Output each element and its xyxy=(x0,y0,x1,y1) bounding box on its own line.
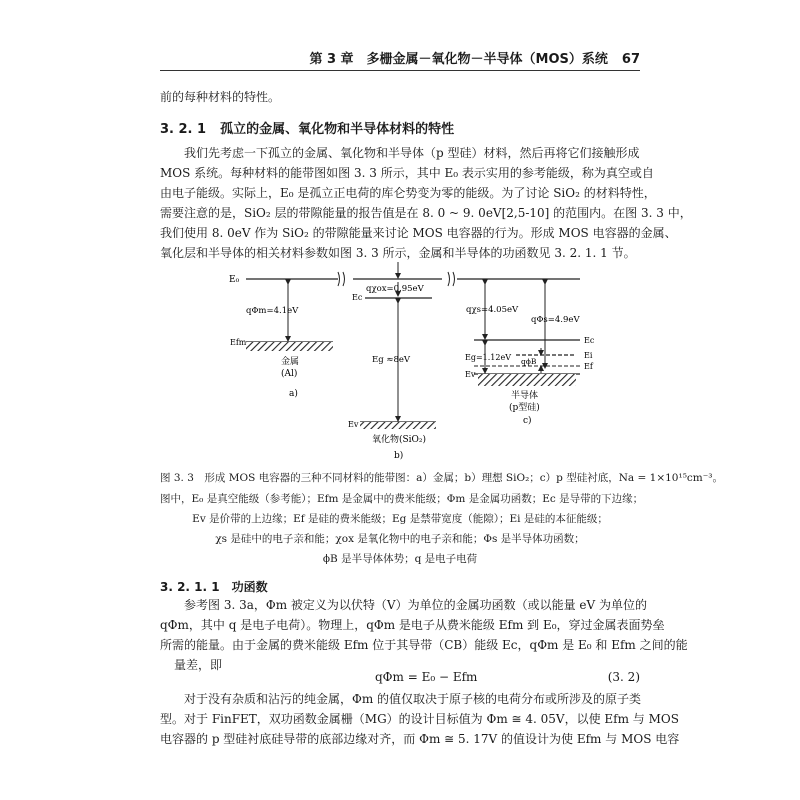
paragraph-line: 需要注意的是，SiO₂ 层的带隙能量的报告值是在 8. 0 ~ 9. 0eV[2,5-10] 的范围内。在图 3. 3 中， xyxy=(160,206,692,220)
oxide-eg-label: Eg ≈8eV xyxy=(372,355,411,365)
figure-caption-line: χs 是硅中的电子亲和能；χox 是氧化物中的电子亲和能；Φs 是半导体功函数； xyxy=(215,533,585,545)
paragraph-line: 型。对于 FinFET，双功函数金属栅（MG）的设计目标值为 Φm ≅ 4. 05V，以使 Efm 与 MOS xyxy=(160,712,679,726)
subsection-title: 功函数 xyxy=(231,580,268,594)
ef-label: Ef xyxy=(584,362,593,371)
panel-a-label: a) xyxy=(289,389,298,399)
e0-label: E₀ xyxy=(229,275,240,285)
paragraph-line: 我们使用 8. 0eV 作为 SiO₂ 的带隙能量来讨论 MOS 电容器的行为。形成 MOS 电容器的金属、 xyxy=(160,226,677,240)
qchi-ox-label: qχox=0.95eV xyxy=(366,284,424,294)
paragraph-line: 我们先考虑一下孤立的金属、氧化物和半导体（p 型硅）材料，然后再将它们接触形成 xyxy=(160,146,640,160)
qphi-s-label: qΦs=4.9eV xyxy=(531,315,580,325)
paragraph-line: 对于没有杂质和沾污的纯金属，Φm 的值仅取决于原子核的电荷分布或所涉及的原子类 xyxy=(160,692,642,706)
section-number: 3. 2. 1 xyxy=(160,122,207,137)
metal-material: (Al) xyxy=(281,369,298,379)
continued-line: 前的每种材料的特性。 xyxy=(160,90,281,104)
semi-ev-label: Ev xyxy=(465,370,476,379)
oxide-ec-label: Ec xyxy=(352,293,363,302)
equation-number: (3. 2) xyxy=(607,670,640,684)
semi-name: 半导体 xyxy=(511,391,539,401)
paragraph-line: 氧化层和半导体的相关材料参数如图 3. 3 所示，金属和半导体的功函数见 3. 2. 1. 1 节。 xyxy=(160,246,636,260)
figure-caption-line: Ev 是价带的上边缘；Ef 是硅的费米能级；Eg 是禁带宽度（能隙）；Ei 是硅的本征能级； xyxy=(192,513,608,525)
ei-label: Ei xyxy=(584,351,593,360)
semi-type: (p型硅) xyxy=(509,403,540,413)
oxide-ev-label: Ev xyxy=(348,420,359,429)
panel-b-label: b) xyxy=(394,451,404,461)
panel-c-label: c) xyxy=(523,416,532,426)
figure-caption-line: 图中，E₀ 是真空能级（参考能）；Efm 是金属中的费米能级；Φm 是金属功函数；Ec 是导带的下边缘； xyxy=(160,493,644,505)
paragraph-line: MOS 系统。每种材料的能带图如图 3. 3 所示，其中 E₀ 表示实用的参考能级，称为真空或自 xyxy=(160,166,654,180)
chapter-title: 第 3 章 多栅金属－氧化物－半导体（MOS）系统 xyxy=(309,52,608,67)
qphi-b-label: qϕB xyxy=(521,357,537,366)
paragraph-line: 所需的能量。由于金属的费米能级 Efm 位于其导带（CB）能级 Ec，qΦm 是 E₀ 和 Efm 之间的能 xyxy=(160,638,688,652)
qphi-m-label: qΦm=4.1eV xyxy=(246,306,299,316)
paragraph-line: 由电子能级。实际上，E₀ 是孤立正电荷的库仑势变为零的能级。为了讨论 SiO₂ 的材料特性， xyxy=(160,186,656,200)
figure-caption-line: 图 3. 3 形成 MOS 电容器的三种不同材料的能带图：a）金属；b）理想 SiO₂；c）p 型硅衬底，Na = 1×10¹⁵cm⁻³。 xyxy=(160,472,723,484)
paragraph-line: 参考图 3. 3a，Φm 被定义为以伏特（V）为单位的金属功函数（或以能量 eV 为单位的 xyxy=(160,598,647,612)
paragraph-line: qΦm，其中 q 是电子电荷）。物理上，qΦm 是电子从费米能级 Efm 到 E₀，穿过金属表面势垒 xyxy=(160,618,665,632)
equation-body: qΦm = E₀ − Efm xyxy=(375,670,478,684)
section-title: 孤立的金属、氧化物和半导体材料的特性 xyxy=(220,122,455,137)
metal-panel xyxy=(230,282,333,399)
semi-ec-label: Ec xyxy=(584,336,595,345)
subsection-number: 3. 2. 1. 1 xyxy=(160,580,220,594)
efm-label: Efm xyxy=(230,338,247,347)
paragraph-line: 量差，即 xyxy=(174,658,223,672)
oxide-panel xyxy=(348,282,436,461)
page-number: 67 xyxy=(621,52,640,67)
oxide-name: 氧化物(SiO₂) xyxy=(372,435,427,445)
figure-caption-line: ϕB 是半导体体势；q 是电子电荷 xyxy=(322,553,478,565)
paragraph-line: 电容器的 p 型硅衬底硅导带的底部边缘对齐，而 Φm ≅ 5. 17V 的值设计为使 Efm 与 MOS 电容 xyxy=(160,732,680,746)
qchi-s-label: qχs=4.05eV xyxy=(466,305,519,315)
metal-name: 金属 xyxy=(281,357,300,367)
semiconductor-panel xyxy=(465,282,595,426)
subsection-heading xyxy=(160,578,268,595)
semi-eg-label: Eg=1.12eV xyxy=(465,353,511,362)
